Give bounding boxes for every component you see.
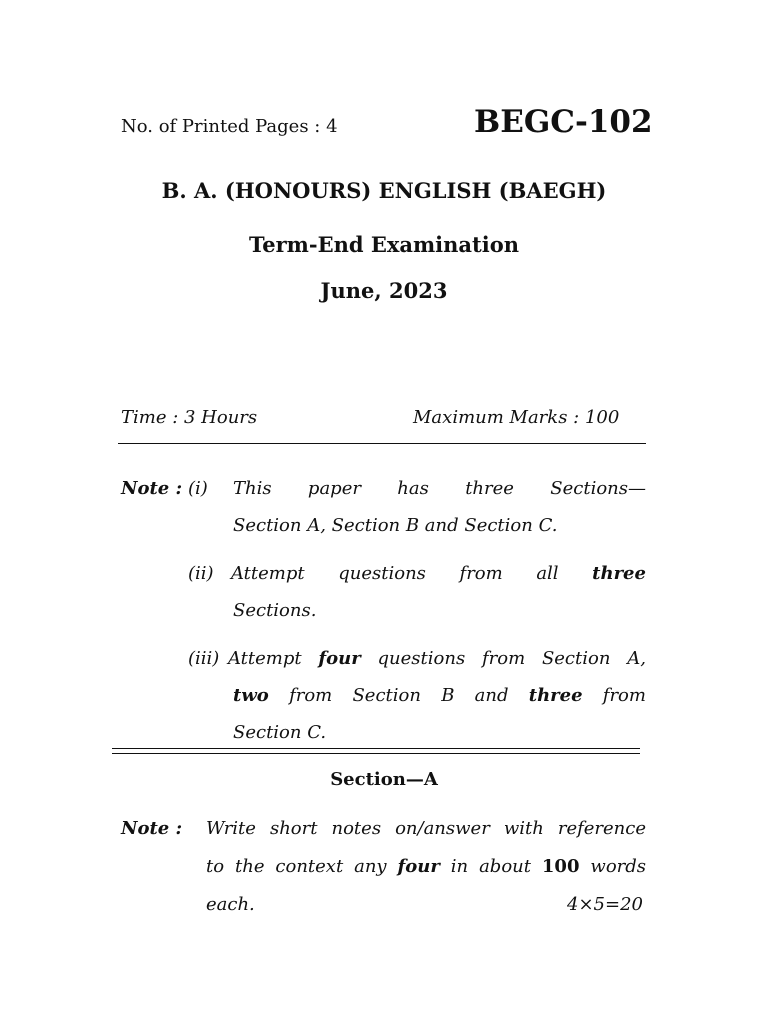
note-label: Note : [121, 478, 183, 499]
section-a-note-label: Note : [121, 818, 183, 839]
section-a-note-line: each. [206, 894, 255, 915]
section-a-marks: 4×5=20 [567, 894, 643, 915]
exam-duration: Time : 3 Hours [121, 407, 258, 428]
section-a-note-line: Write short notes on/answer with reference [206, 818, 646, 839]
note-item-line: Section C. [233, 722, 327, 743]
maximum-marks: Maximum Marks : 100 [413, 407, 620, 428]
note-item-line: Attempt questions from all three [231, 563, 646, 584]
degree-title: B. A. (HONOURS) ENGLISH (BAEGH) [161, 178, 607, 203]
note-item-line: two from Section B and three from [233, 685, 646, 706]
double-rule-bottom [112, 753, 640, 754]
printed-pages-count: No. of Printed Pages : 4 [121, 116, 338, 137]
note-item-number: (i) [188, 478, 208, 499]
note-item-line: This paper has three Sections— [233, 478, 646, 499]
paper-code: BEGC-102 [474, 104, 653, 140]
note-item-number: (ii) [188, 563, 214, 584]
exam-title: Term-End Examination [248, 232, 519, 257]
note-item-number: (iii) [188, 648, 220, 669]
note-item-line: Sections. [233, 600, 317, 621]
exam-date: June, 2023 [320, 278, 448, 303]
section-a-note-line: to the context any four in about 100 words [206, 856, 647, 877]
double-rule-top [112, 748, 640, 749]
divider-rule [118, 443, 646, 444]
section-a-heading: Section—A [330, 769, 438, 790]
note-item-line: Attempt four questions from Section A, [228, 648, 646, 669]
note-item-line: Section A, Section B and Section C. [233, 515, 558, 536]
